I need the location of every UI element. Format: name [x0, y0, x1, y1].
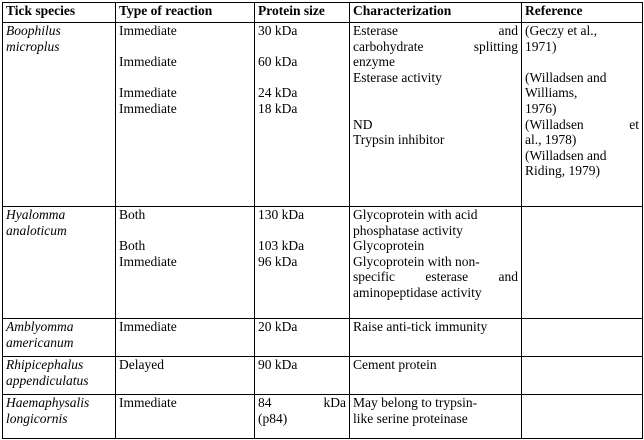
species-name: Boophilus: [6, 23, 61, 38]
header-characterization: Characterization: [350, 3, 522, 23]
reaction-type: Delayed: [119, 357, 164, 372]
characterization-cell: [350, 23, 522, 207]
tick-antigen-table: [2, 2, 643, 439]
reaction-type: Both: [119, 207, 146, 222]
reference-text: (Willadsen and: [525, 147, 607, 163]
species-cell: [3, 395, 116, 439]
reaction-cell: [116, 319, 255, 357]
header-protein-size: Protein size: [255, 3, 350, 23]
protein-size-cell: [255, 357, 350, 395]
protein-size: 24 kDa: [258, 85, 298, 101]
species-cell: [3, 357, 116, 395]
characterization-text: carbohydrate splitting: [353, 38, 518, 54]
protein-size-cell: [255, 207, 350, 319]
reaction-type: Immediate: [119, 100, 177, 116]
characterization-text: Esterase activity: [353, 69, 442, 85]
reference-text: Williams,: [525, 85, 578, 101]
reaction-cell: [116, 207, 255, 319]
reaction-type: Immediate: [119, 85, 177, 101]
characterization-cell: [350, 207, 522, 319]
characterization-text: specific esterase and: [353, 269, 518, 285]
species-name: analoticum: [6, 222, 67, 238]
characterization-text: Glycoprotein with acid: [353, 207, 478, 222]
species-cell: [3, 319, 116, 357]
header-row: [3, 3, 643, 23]
protein-size: 103 kDa: [258, 238, 305, 254]
reference-text: 1971): [525, 38, 557, 54]
reaction-type: Immediate: [119, 253, 177, 269]
reference-text: Riding, 1979): [525, 163, 601, 179]
characterization-text: May belong to trypsin-: [353, 395, 478, 410]
protein-size-cell: [255, 395, 350, 439]
reference-text: al., 1978): [525, 132, 577, 148]
protein-size: 84 kDa: [258, 395, 346, 410]
table-row: [3, 23, 643, 207]
characterization-text: aminopeptidase activity: [353, 284, 482, 300]
reference-cell: [522, 357, 643, 395]
protein-size: 30 kDa: [258, 23, 298, 38]
reference-text: (Willadsen et: [525, 116, 639, 132]
protein-size-cell: [255, 319, 350, 357]
header-reference: Reference: [522, 3, 643, 23]
characterization-text: Cement protein: [353, 357, 437, 372]
reaction-cell: [116, 357, 255, 395]
protein-size: (p84): [258, 410, 288, 426]
table-row: [3, 357, 643, 395]
reference-text: 1976): [525, 100, 557, 116]
characterization-text: Esterase and: [353, 23, 518, 38]
characterization-text: Raise anti-tick immunity: [353, 319, 488, 334]
species-name: appendiculatus: [6, 372, 89, 388]
species-name: Haemaphysalis: [6, 395, 90, 410]
protein-size: 60 kDa: [258, 54, 298, 70]
reference-cell: [522, 319, 643, 357]
reaction-type: Immediate: [119, 54, 177, 70]
reaction-cell: [116, 395, 255, 439]
reference-text: (Geczy et al.,: [525, 23, 597, 38]
reaction-type: Both: [119, 238, 146, 254]
characterization-cell: [350, 357, 522, 395]
species-name: Rhipicephalus: [6, 357, 84, 372]
reaction-type: Immediate: [119, 395, 177, 410]
table-row: [3, 319, 643, 357]
species-name: Hyalomma: [6, 207, 66, 222]
characterization-text: Trypsin inhibitor: [353, 132, 445, 148]
protein-size: 96 kDa: [258, 253, 298, 269]
protein-size: 90 kDa: [258, 357, 298, 372]
characterization-cell: [350, 395, 522, 439]
protein-size: 130 kDa: [258, 207, 305, 222]
reference-cell: [522, 207, 643, 319]
species-name: microplus: [6, 38, 60, 54]
header-type-of-reaction: Type of reaction: [116, 3, 255, 23]
table-row: [3, 395, 643, 439]
protein-size-cell: [255, 23, 350, 207]
characterization-text: Glycoprotein with non-: [353, 253, 480, 269]
reaction-type: Immediate: [119, 23, 177, 38]
protein-size: 20 kDa: [258, 319, 298, 334]
reference-cell: [522, 23, 643, 207]
reaction-type: Immediate: [119, 319, 177, 334]
reaction-cell: [116, 23, 255, 207]
table-row: [3, 207, 643, 319]
header-tick-species: Tick species: [3, 3, 116, 23]
species-name: americanum: [6, 334, 74, 350]
reference-text: (Willadsen and: [525, 69, 607, 85]
protein-size: 18 kDa: [258, 100, 298, 116]
reference-cell: [522, 395, 643, 439]
species-cell: [3, 23, 116, 207]
species-name: Amblyomma: [6, 319, 74, 334]
characterization-text: Glycoprotein: [353, 238, 425, 254]
species-name: longicornis: [6, 410, 68, 426]
species-cell: [3, 207, 116, 319]
characterization-text: phosphatase activity: [353, 222, 463, 238]
characterization-text: like serine proteinase: [353, 410, 468, 426]
characterization-cell: [350, 319, 522, 357]
characterization-text: ND: [353, 116, 373, 132]
characterization-text: enzyme: [353, 54, 395, 70]
